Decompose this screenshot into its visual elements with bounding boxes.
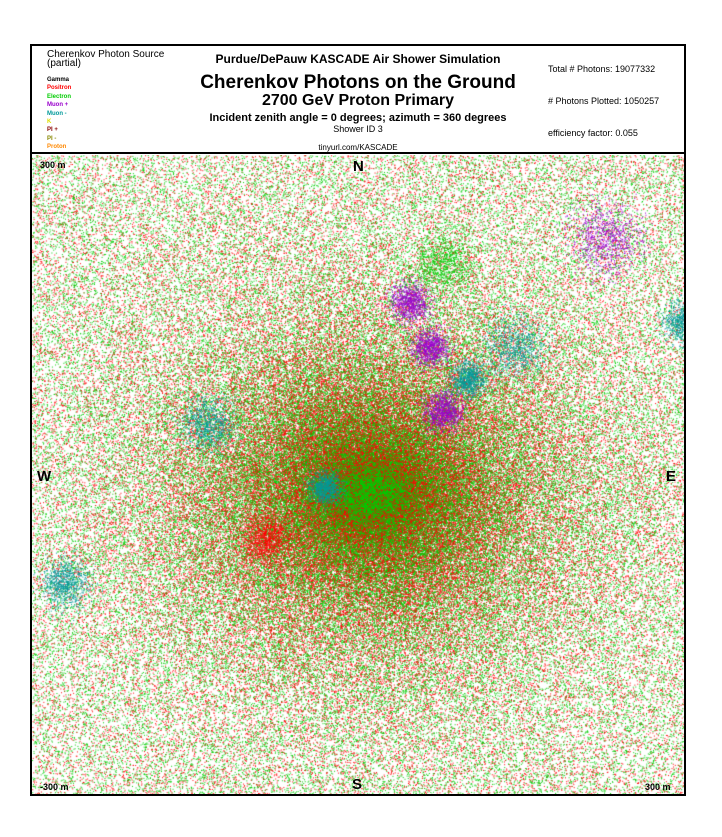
legend-title: Cherenkov Photon Source (47, 49, 165, 60)
total-photons: Total # Photons: 19077332 (548, 64, 656, 74)
direction-east: E (666, 468, 677, 485)
photons-plotted: # Photons Plotted: 1050257 (548, 96, 660, 106)
legend-entry: PI - (47, 135, 57, 142)
chart-subtitle: 2700 GeV Proton Primary (261, 92, 455, 109)
efficiency-factor: efficiency factor: 0.055 (548, 128, 638, 138)
legend-entry: Positron (47, 85, 72, 92)
legend-title-qualifier: (partial) (47, 58, 81, 69)
legend (47, 50, 197, 152)
shower-id: Shower ID 3 (333, 124, 383, 134)
chart-title: Cherenkov Photons on the Ground (200, 72, 516, 93)
legend-entry: Muon + (47, 102, 69, 109)
kascade-link[interactable]: tinyurl.com/KASCADE (318, 143, 398, 152)
legend-entry: Muon - (47, 110, 67, 117)
photon-scatter-canvas (32, 155, 684, 794)
scatter-plot-area (32, 155, 684, 794)
incident-angles: Incident zenith angle = 0 degrees; azimuth = 360 degrees (209, 112, 507, 124)
legend-entry: Electron (47, 93, 72, 100)
range-label-bottom-right: 300 m (645, 782, 671, 792)
direction-west: W (37, 468, 52, 485)
legend-list (47, 76, 197, 152)
title-block (200, 52, 516, 153)
legend-entry: Proton (47, 144, 67, 151)
legend-entry: Gamma (47, 77, 70, 83)
direction-north: N (353, 158, 364, 175)
legend-entry: K (47, 119, 52, 126)
simulation-title: Purdue/DePauw KASCADE Air Shower Simulation (215, 52, 501, 66)
direction-south: S (352, 776, 363, 793)
range-label-top-left: 300 m (40, 160, 66, 170)
range-label-bottom-left: -300 m (40, 782, 69, 792)
legend-entry: PI + (47, 127, 58, 134)
